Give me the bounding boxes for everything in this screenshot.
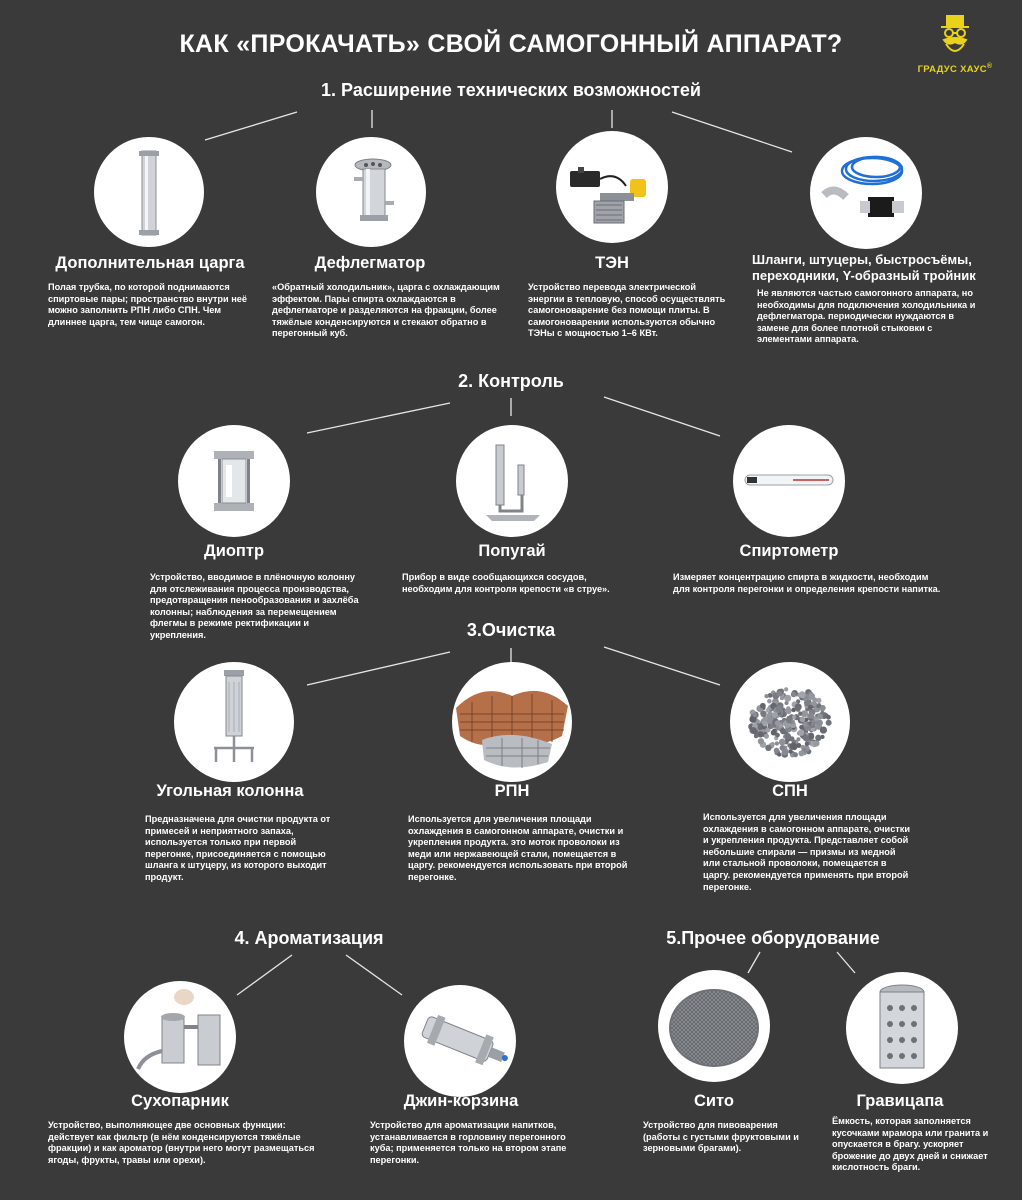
item-desc-gin-basket: Устройство для ароматизации напитков, устанавливается в горловину перегонного куба; применяется только на втором этапе перегонки. [370, 1120, 567, 1165]
mustache-gentleman-icon [935, 14, 975, 58]
wire-mesh-icon [452, 662, 572, 782]
spiral-packing-icon [730, 662, 850, 782]
steamer-icon [124, 981, 236, 1093]
item-name-spirtometr: Спиртометр [739, 542, 839, 560]
item-name-dephlegmator: Дефлегматор [314, 254, 426, 272]
item-desc-sito: Устройство для пивоварения (работы с густыми фруктовыми и зерновыми брагами). [643, 1120, 799, 1154]
page-title: КАК «ПРОКАЧАТЬ» СВОЙ САМОГОННЫЙ АППАРАТ? [179, 30, 843, 58]
section-title-2: 2. Контроль [458, 371, 564, 391]
item-desc-gravitsapa: Ёмкость, которая заполняется кусочками мрамора или гранита и опускается в брагу. ускоряет брожение до двух дней и снижает кислотность браги. [832, 1116, 989, 1173]
item-name-ten: ТЭН [595, 254, 629, 272]
item-desc-extra-tsarga: Полая трубка, по которой поднимаются спиртовые пары; пространство внутри неё можно заполнить РПН либо СПН. Чем длиннее царга, тем чище самогон. [48, 282, 248, 327]
item-name-sito: Сито [693, 1092, 734, 1110]
sieve-icon [658, 970, 770, 1082]
dephlegmator-icon [316, 137, 426, 247]
item-desc-rpn: Используется для увеличения площади охлаждения в самогонном аппарате, очистки и укрепления продукта. это моток проволоки из меди или нержавеющей стали, помещается в царгу. рекомендуется использовать при второй перегонке. [408, 814, 628, 882]
logo [900, 14, 1010, 74]
section-title-1: 1. Расширение технических возможностей [321, 80, 701, 100]
item-desc-suhoparnik: Устройство, выполняющее две основных функции: действует как фильтр (в нём конденсируются тяжёлые фракции) и как ароматор (внутри него могут размещаться ягоды, фрукты, травы или орехи). [48, 1120, 315, 1165]
alcoholmeter-icon [733, 425, 845, 537]
item-desc-hoses: Не являются частью самогонного аппарата, но необходимы для подключения холодильника и дефлегматора. периодически нуждаются в замене для более плотной стыковки с элементами аппарата. [757, 288, 976, 345]
heating-element-icon [556, 131, 668, 243]
item-desc-popugai: Прибор в виде сообщающихся сосудов, необходим для контроля крепости «в струе». [402, 572, 610, 594]
item-desc-dioptr: Устройство, вводимое в плёночную колонну для отслеживания процесса производства, предотвращения пенообразования и захлёба колонны; наблюдения за перемещением флегмы в режиме ректификации и укрепления. [150, 572, 359, 640]
item-name-gin-basket: Джин-корзина [403, 1092, 519, 1110]
item-name-dioptr: Диоптр [203, 542, 265, 560]
carbon-column-icon [174, 662, 294, 782]
item-name-rpn: РПН [494, 782, 530, 800]
item-name-carbon-column: Угольная колонна [156, 782, 304, 800]
parrot-device-icon [456, 425, 568, 537]
item-desc-carbon-column: Предназначена для очистки продукта от примесей и неприятного запаха, используется только при первой перегонке, присоединяется с помощью шланга к штуцеру, из которого выходит продукт. [145, 814, 331, 882]
gin-basket-icon [404, 985, 516, 1097]
item-name-gravitsapa: Гравицапа [856, 1092, 944, 1110]
registered-mark: ® [986, 63, 993, 70]
section-title-4: 4. Ароматизация [234, 928, 384, 948]
hoses-fittings-icon [810, 137, 922, 249]
section-title-5: 5.Прочее оборудование [666, 928, 880, 948]
logo-text: ГРАДУС ХАУС® [917, 63, 993, 76]
item-name-popugai: Попугай [478, 542, 546, 560]
item-name-spn: СПН [772, 782, 808, 800]
item-name-hoses: Шланги, штуцеры, быстросъёмы, переходники, Y-образный тройник [752, 252, 976, 283]
item-desc-dephlegmator: «Обратный холодильник», царга с охлаждающим эффектом. Пары спирта охлаждаются в дефлегматоре и разделяются на фракции, более тяжёлые конденсируются и стекают обратно в перегонный куб. [272, 282, 500, 339]
sight-glass-icon [178, 425, 290, 537]
item-name-extra-tsarga: Дополнительная царга [55, 254, 245, 272]
item-name-suhoparnik: Сухопарник [131, 1092, 229, 1110]
item-desc-ten: Устройство перевода электрической энергии в тепловую, способ осуществлять самогоноварение без помощи плиты. В самогоноварении используются обычно ТЭНы с мощностью 1–6 КВт. [528, 282, 726, 339]
item-desc-spn: Используется для увеличения площади охлаждения в самогонном аппарате, очистки и укрепления продукта. Представляет собой небольшие спирали — призмы из медной или стальной проволоки, помещается в царгу. рекомендуется применять при второй перегонке. [703, 812, 911, 892]
tube-icon [94, 137, 204, 247]
section-title-3: 3.Очистка [466, 620, 556, 640]
item-desc-spirtometr: Измеряет концентрацию спирта в жидкости, необходим для контроля перегонки и определения крепости напитка. [673, 572, 941, 594]
gravitsapa-icon [846, 972, 958, 1084]
